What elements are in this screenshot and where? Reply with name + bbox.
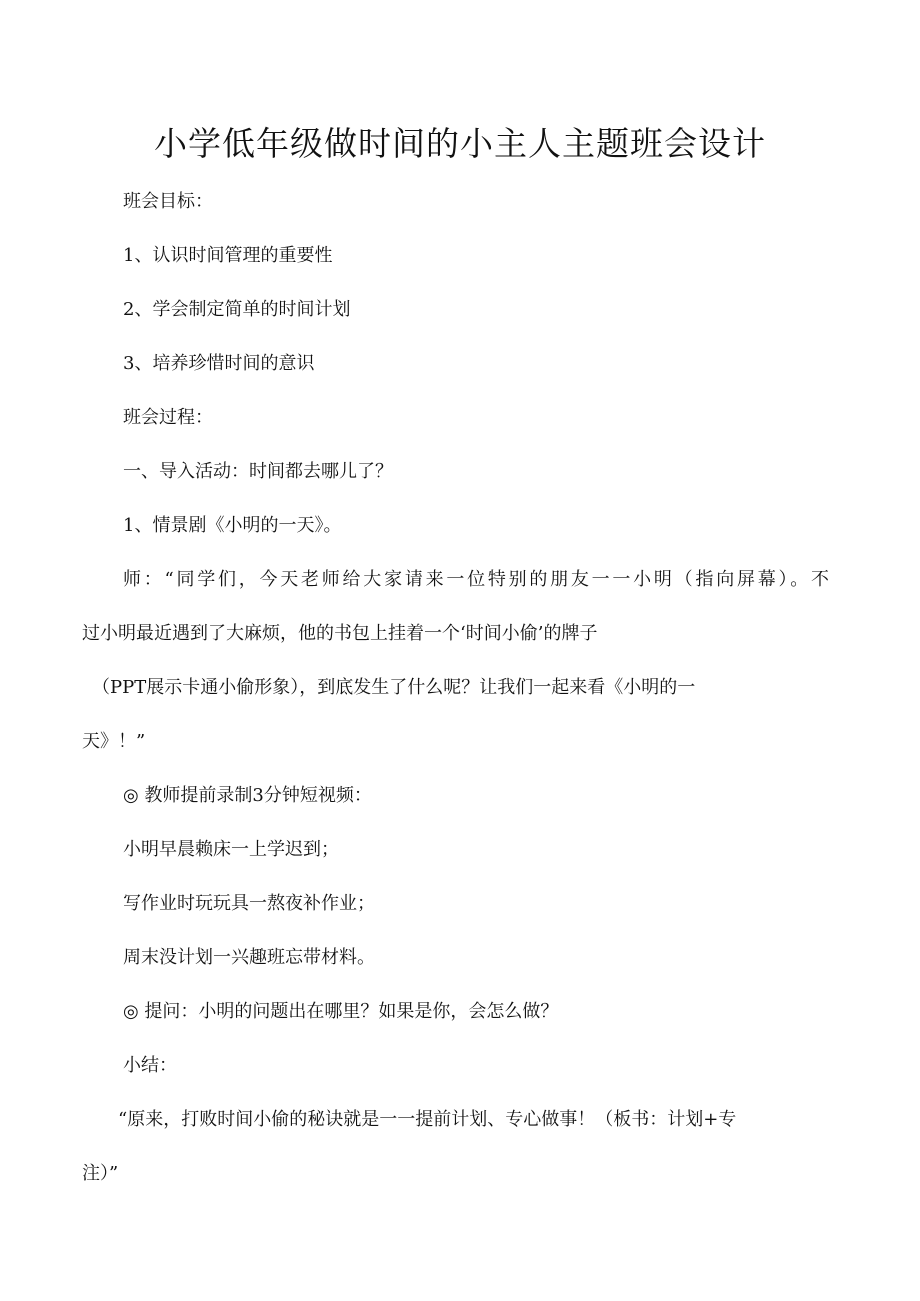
goal-item: 2、学会制定简单的时间计划 — [123, 299, 351, 320]
video-item: 周末没计划一兴趣班忘带材料。 — [123, 947, 375, 968]
goal-item: 1、认识时间管理的重要性 — [123, 245, 333, 266]
video-item: 写作业时玩玩具一熬夜补作业； — [123, 893, 375, 914]
goal-item: 3、培养珍惜时间的意识 — [123, 353, 315, 374]
teacher-speech-line: （PPT展示卡通小偷形象），到底发生了什么呢？让我们一起来看《小明的一 — [92, 677, 696, 698]
teacher-speech-line: 过小明最近遇到了大麻烦，他的书包上挂着一个‘时间小偷’的牌子 — [82, 623, 598, 644]
teacher-speech-line: 天》！” — [82, 731, 146, 752]
teacher-speech-line: 师：“同学们，今天老师给大家请来一位特别的朋友一一小明（指向屏幕）。不 — [123, 569, 829, 590]
summary-heading: 小结： — [123, 1055, 177, 1076]
process-heading: 班会过程： — [123, 407, 213, 428]
video-note: ◎ 教师提前录制3分钟短视频： — [123, 785, 372, 806]
summary-line: 注）” — [82, 1163, 119, 1184]
summary-line: “原来，打败时间小偷的秘诀就是一一提前计划、专心做事！（板书：计划+专 — [118, 1109, 737, 1130]
activity-item: 1、情景剧《小明的一天》。 — [123, 515, 342, 536]
goals-heading: 班会目标： — [123, 191, 213, 212]
section-heading: 一、导入活动：时间都去哪儿了？ — [123, 461, 393, 482]
video-item: 小明早晨赖床一上学迟到； — [123, 839, 339, 860]
document-title: 小学低年级做时间的小主人主题班会设计 — [154, 124, 766, 163]
question-line: ◎ 提问：小明的问题出在哪里？如果是你，会怎么做？ — [123, 1001, 559, 1022]
